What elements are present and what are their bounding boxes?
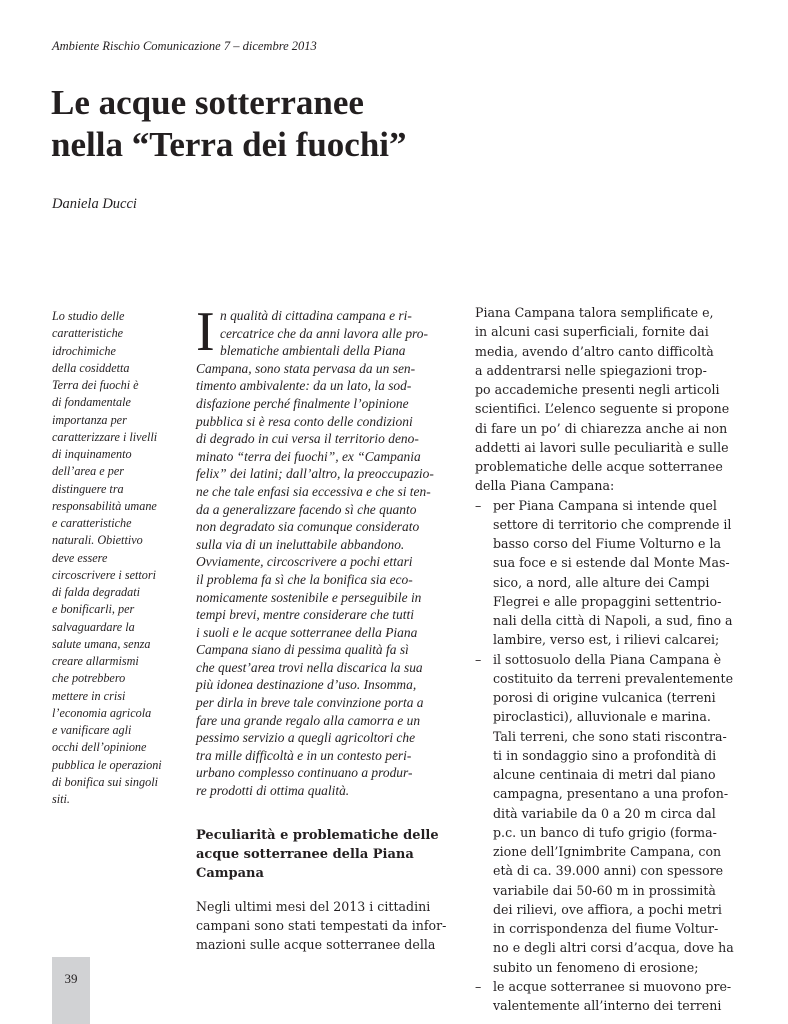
abstract-line: più idonea destinazione d’uso. Insomma, (196, 677, 417, 693)
list-item-line: Flegrei e alle propaggini settentrio- (493, 593, 722, 609)
list-item-line: costituito da terreni prevalentemente (493, 670, 734, 686)
abstract-line: Campana, sono stata pervasa da un sen- (196, 360, 416, 376)
abstract-line: per dirla in breve tale convinzione porta a (196, 695, 424, 711)
abstract-line: felix” dei latini; dall’altro, la preoccupazio- (196, 466, 434, 482)
list-item (475, 977, 747, 1016)
body-line: Piana Campana talora semplificate e, (475, 305, 714, 320)
sidebar-line: circoscrivere i settori (52, 567, 157, 582)
sidebar-line: di inquinamento (52, 447, 132, 461)
list-item-line: le acque sotterranee si muovono pre- (493, 978, 732, 994)
list-item-line: p.c. un banco di tufo grigio (forma- (493, 824, 717, 840)
abstract-line: urbano complesso continuano a produr- (196, 765, 413, 781)
abstract-line: blematiche ambientali della Piana (220, 343, 406, 359)
abstract-line: non degradato sia comunque considerato (196, 519, 420, 535)
sidebar-abstract (52, 308, 182, 808)
body-column-left (196, 897, 466, 954)
list-item-line: ti in sondaggio sino a profondità di (493, 747, 717, 763)
list-item-line: piroclastici), alluvionale e marina. (493, 709, 711, 725)
running-header: Ambiente Rischio Comunicazione 7 – dicembre 2013 (52, 39, 317, 53)
sidebar-line: importanza per (52, 412, 127, 427)
body-line: addetti ai lavori sulle peculiarità e sulle (475, 439, 729, 455)
body-line: mazioni sulle acque sotterranee della (196, 937, 436, 952)
sidebar-line: di fondamentale (52, 395, 131, 410)
sidebar-line: mettere in crisi (52, 688, 126, 703)
abstract-line: tempi brevi, mentre considerare che tutti (196, 607, 414, 623)
abstract-line: timento ambivalente: da un lato, la sod- (196, 378, 412, 394)
sidebar-line: dell’area e per (52, 464, 124, 479)
list-item-line: zione dell’Ignimbrite Campana, con (493, 844, 722, 859)
page-number: 39 (64, 971, 78, 986)
list-item-line: porosi di origine vulcanica (terreni (493, 690, 716, 705)
abstract-line: il problema fa sì che la bonifica sia eco- (196, 571, 413, 587)
abstract-line: che quest’area trovi nella discarica la sua (196, 659, 423, 675)
abstract-line: minato “terra dei fuochi”, ex “Campania (196, 448, 421, 464)
abstract-line: n qualità di cittadina campana e ri- (220, 308, 412, 323)
abstract-line: Campana siano di pessima qualità fa sì (196, 642, 409, 658)
body-line: in alcuni casi superficiali, fornite dai (475, 324, 709, 340)
body-line: di fare un po’ di chiarezza anche ai non (475, 420, 728, 436)
sidebar-line: naturali. Obiettivo (52, 533, 143, 548)
list-item-line: basso corso del Fiume Volturno e la (493, 536, 722, 551)
abstract-line: ne che tale enfasi sia eccessiva e che si ten- (196, 483, 431, 499)
list-item-line: per Piana Campana si intende quel (493, 497, 717, 513)
abstract-line: cercatrice che da anni lavora alle pro- (220, 325, 428, 341)
list-item-line: sua foce e si estende dal Monte Mas- (493, 555, 730, 571)
list-item (475, 496, 747, 650)
body-line: po accademiche presenti negli articoli (475, 382, 720, 397)
title-line: nella “Terra dei fuochi” (51, 125, 407, 164)
sidebar-line: deve essere (52, 550, 108, 565)
article-title (51, 82, 691, 166)
sidebar-line: di falda degradati (52, 585, 141, 599)
list-item-line: in corrispondenza del fiume Voltur- (493, 921, 719, 936)
abstract-column (196, 301, 462, 800)
abstract-line: disfazione perché finalmente l’opinione (196, 395, 409, 411)
abstract-line: tra mille difficoltà e in un contesto peri- (196, 747, 412, 763)
abstract-line: di degrado in cui versa il territorio deno- (196, 431, 419, 447)
sidebar-line: caratterizzare i livelli (52, 429, 158, 444)
bullet-dash: – (475, 978, 482, 994)
sidebar-line: creare allarmismi (52, 654, 139, 668)
sidebar-line: pubblica le operazioni (52, 757, 162, 772)
abstract-line: Ovviamente, circoscrivere a pochi ettari (196, 554, 413, 570)
abstract-line: re prodotti di ottima qualità. (196, 783, 350, 799)
bullet-dash: – (475, 497, 482, 513)
list-item (475, 650, 747, 977)
list-item-line: settore di territorio che comprende il (493, 516, 732, 532)
sidebar-line: e vanificare agli (52, 723, 132, 737)
heading-line: Peculiarità e problematiche delle (196, 828, 439, 843)
body-line: Negli ultimi mesi del 2013 i cittadini (196, 899, 431, 914)
sidebar-line: Lo studio delle (52, 309, 125, 323)
bullet-dash: – (475, 651, 482, 667)
sidebar-line: che potrebbero (52, 671, 126, 686)
title-line: Le acque sotterranee (51, 83, 364, 122)
list-item-line: età di ca. 39.000 anni) con spessore (493, 863, 724, 879)
abstract-line: pubblica si è resa conto delle condizioni (196, 413, 413, 429)
abstract-line: sulla via di un ineluttabile abbandono. (196, 536, 405, 552)
sidebar-line: Terra dei fuochi è (52, 378, 139, 392)
list-item-line: no e degli altri corsi d’acqua, dove ha (493, 940, 734, 956)
sidebar-line: idrochimiche (52, 343, 116, 358)
abstract-line: fare una grande regalo alla camorra e un (196, 712, 421, 728)
body-line: media, avendo d’altro canto difficoltà (475, 343, 714, 359)
sidebar-line: salute umana, senza (52, 636, 151, 651)
body-line: della Piana Campana: (475, 478, 615, 494)
list-item-line: alcune centinaia di metri dal piano (493, 767, 716, 782)
sidebar-line: l’economia agricola (52, 705, 152, 720)
author-name: Daniela Ducci (52, 196, 137, 212)
sidebar-line: responsabilità umane (52, 498, 157, 513)
list-item-line: dità variabile da 0 a 20 m circa dal (493, 805, 716, 821)
list-item-line: nali della città di Napoli, a sud, fino a (493, 613, 733, 628)
list-item-line: valentemente all’interno dei terreni (493, 998, 722, 1013)
list-item-line: dei rilievi, ove affiora, a pochi metri (493, 901, 722, 917)
body-line: campani sono stati tempestati da infor- (196, 918, 447, 933)
sidebar-line: caratteristiche (52, 326, 124, 341)
sidebar-line: di bonifica sui singoli (52, 774, 158, 789)
drop-cap: I (196, 301, 215, 363)
abstract-line: i suoli e le acque sotterranee della Piana (196, 624, 418, 640)
sidebar-line: e caratteristiche (52, 516, 132, 530)
sidebar-line: e bonificarli, per (52, 602, 135, 617)
section-heading (196, 826, 466, 883)
body-line: a addentrarsi nelle spiegazioni trop- (475, 362, 707, 378)
body-column-right (475, 303, 747, 1015)
body-line: scientifici. L’elenco seguente si propone (475, 401, 730, 417)
list-item-line: variabile dai 50-60 m in prossimità (493, 882, 716, 898)
list-item-line: sico, a nord, alle alture dei Campi (493, 574, 710, 590)
page-number-box (52, 957, 90, 1024)
heading-line: Campana (196, 866, 264, 881)
abstract-line: nomicamente sostenibile e perseguibile in (196, 589, 422, 605)
list-item-line: campagna, presentano a una profon- (493, 786, 729, 802)
list-item-line: lambire, verso est, i rilievi calcarei; (493, 632, 720, 648)
sidebar-line: salvaguardare la (52, 619, 135, 634)
heading-line: acque sotterranee della Piana (196, 847, 414, 862)
sidebar-line: della cosiddetta (52, 360, 130, 375)
list-item-line: Tali terreni, che sono stati riscontra- (493, 728, 727, 744)
sidebar-line: siti. (52, 792, 70, 806)
list-item-line: subito un fenomeno di erosione; (493, 959, 699, 975)
sidebar-line: occhi dell’opinione (52, 740, 147, 755)
sidebar-line: distinguere tra (52, 481, 124, 496)
abstract-line: pessimo servizio a quegli agricoltori che (196, 730, 416, 746)
abstract-line: da a generalizzare facendo sì che quanto (196, 501, 417, 517)
body-line: problematiche delle acque sotterranee (475, 459, 723, 474)
list-item-line: il sottosuolo della Piana Campana è (493, 651, 722, 667)
